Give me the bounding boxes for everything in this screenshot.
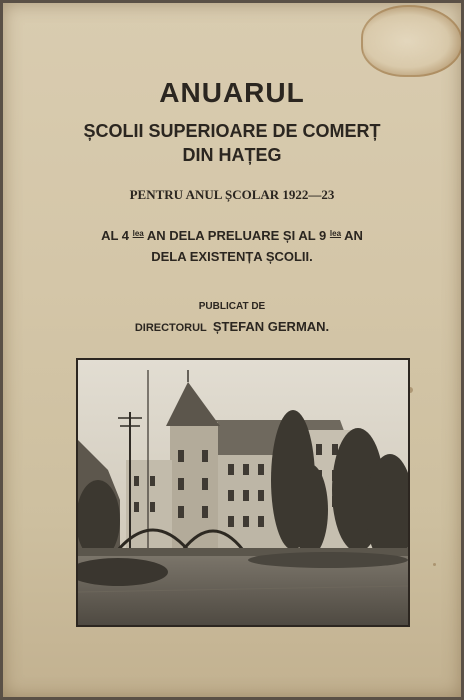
- anniversary-part-3: AN: [344, 228, 363, 243]
- book-cover: [3, 3, 461, 697]
- anniversary-line-2: DELA EXISTENȚA ȘCOLII.: [151, 249, 313, 264]
- page-title: ANUARUL: [159, 77, 305, 108]
- school-year-line: PENTRU ANUL ȘCOLAR 1922—23: [129, 187, 335, 202]
- water-stain: [361, 5, 461, 77]
- school-name-line-1: ȘCOLII SUPERIOARE DE COMERȚ: [83, 121, 381, 141]
- director-name: ȘTEFAN GERMAN.: [212, 319, 330, 334]
- anniversary-part-2: AN DELA PRELUARE ȘI AL 9: [146, 228, 327, 243]
- school-building-photo: [76, 358, 410, 627]
- school-name-line-2: DIN HAȚEG: [182, 145, 282, 165]
- ordinal-suffix: lea: [132, 229, 144, 238]
- published-by-label: PUBLICAT DE: [198, 301, 266, 312]
- director-label: DIRECTORUL: [134, 322, 207, 334]
- director-line: [3, 319, 461, 334]
- anniversary-part-1: AL 4: [101, 228, 129, 243]
- school-building-illustration: [78, 360, 408, 625]
- foxing-spot: [433, 563, 436, 566]
- anniversary-line-1: [3, 228, 461, 243]
- ordinal-suffix: lea: [329, 229, 342, 238]
